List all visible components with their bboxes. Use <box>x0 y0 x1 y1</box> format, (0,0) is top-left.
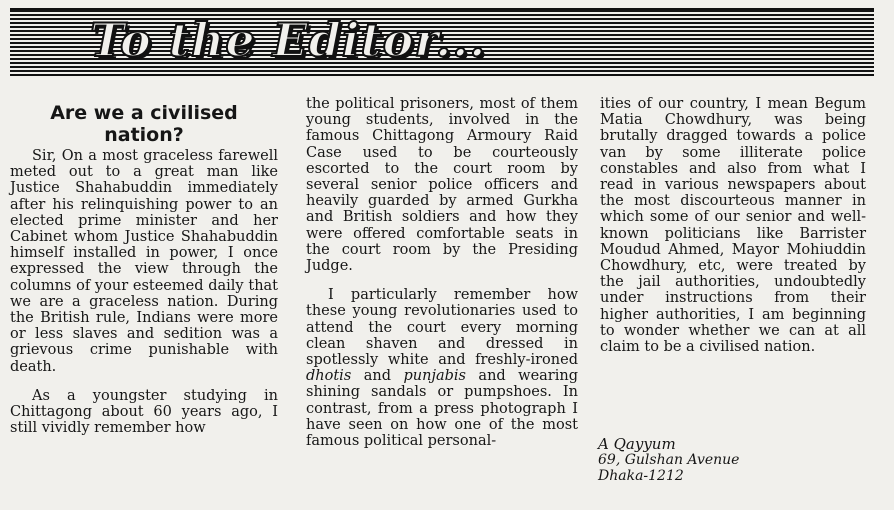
paragraph-4-text-b: and <box>351 368 404 385</box>
masthead-title: To the Editor... <box>90 13 487 67</box>
word-dhotis: dhotis <box>306 368 352 385</box>
paragraph-4-text-c: and wearing shining sandals or pumpshoes. In contrast, from a press photograph I have seen on how one of the most famous political personal- <box>306 368 578 450</box>
column-3 <box>600 96 866 368</box>
signature-block <box>598 436 739 484</box>
signature-address-street: 69, Gulshan Avenue <box>598 452 740 468</box>
signature-name: A Qayyum <box>598 435 676 453</box>
column-1 <box>10 102 278 449</box>
paragraph-2: As a youngster studying in Chittagong about 60 years ago, I still vividly remember how <box>10 387 278 437</box>
word-punjabis: punjabis <box>403 368 466 385</box>
paragraph-1: Sir, On a most graceless farewell meted out to a great man like Justice Shahabuddin immediately after his relinquishing power to an elected prime minister and her Cabinet whom Justice Shahabuddin himself installed in power, I once expressed the view through the columns of your esteemed daily that we are a graceless nation. During the British rule, Indians were more or less slaves and sedition was a grievous crime punishable with death. <box>10 148 278 375</box>
paragraph-4-text-a: I particularly remember how these young revolutionaries used to attend the court every morning clean shaven and dressed in spotlessly white and freshly-ironed <box>306 287 578 369</box>
masthead-banner <box>10 8 874 76</box>
column-2 <box>306 96 578 462</box>
paragraph-5: ities of our country, I mean Begum Matia Chowdhury, was being brutally dragged towards a police van by some illiterate police constables and also from what I read in various newspapers about the most discourteous manner in which some of our senior and well-known politicians like Barrister Moudud Ahmed, Mayor Mohiuddin Chowdhury, etc, were treated by the jail authorities, undoubtedly under instructions from their higher authorities, I am beginning to wonder whether we can at all claim to be a civilised nation. <box>600 96 866 356</box>
paragraph-4 <box>306 287 578 449</box>
letter-headline: Are we a civilised nation? <box>50 102 238 146</box>
paragraph-3: the political prisoners, most of them young students, involved in the famous Chittagong Armoury Raid Case used to be courteously escorted to the court room by several senior police officers and heavily guarded by armed Gurkha and British soldiers and how they were offered comfortable seats in the court room by the Presiding Judge. <box>306 96 578 275</box>
signature-address-city: Dhaka-1212 <box>598 468 684 484</box>
